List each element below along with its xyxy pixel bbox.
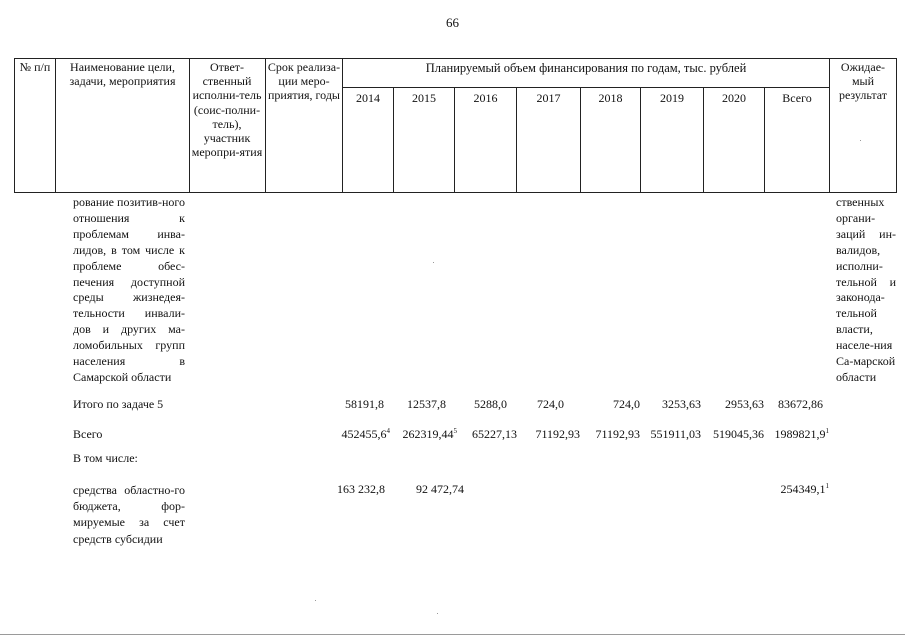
header-year: 2014 [356,91,380,105]
header-responsible: Ответ-ственный исполни-тель (соис-полни-тель), участник меропри-ятия [191,60,263,160]
cell-value: 71192,93 [535,427,580,441]
cell-value: 92 472,74 [416,482,464,496]
cell-value: 724,0 [537,397,564,411]
header-year: 2015 [412,91,436,105]
header-term: Срок реализа-ции меро-приятия, годы [267,60,341,103]
cell-value: 724,0 [613,397,640,411]
header-year: 2019 [660,91,684,105]
cell-value: 65227,13 [472,427,517,441]
cell-value: 5288,0 [474,397,507,411]
header-result: Ожидае-мый результат [838,60,888,103]
page-number: 66 [446,15,459,30]
header-year: 2016 [473,91,498,105]
header-year: 2020 [722,91,746,105]
cell-value: 254349,1$^1$ [780,482,829,496]
cell-value: 3253,63 [662,397,701,411]
header-year: 2018 [598,91,623,105]
cell-value: 2953,63 [725,397,764,411]
cell-value: 71192,93 [595,427,640,441]
row-label-including: В том числе: [73,451,138,465]
cell-value: 1989821,9$^1$ [774,427,829,441]
header-year-total: Всего [782,91,812,105]
row-label: Всего [73,427,103,441]
header-year: 2017 [536,91,561,105]
measure-description: рование позитив-ного отношения к проблемам инва-лидов, в том числе к проблеме обес-печения доступной среды жизнедея-тельности инвали-дов и других ма-ломобильных групп населения в Самарской области [73,195,185,384]
cell-value: 58191,8 [345,397,384,411]
cell-value: 83672,86 [778,397,823,411]
header-number: № п/п [19,60,51,74]
header-financing: Планируемый объем финансирования по годам, тыс. рублей [425,61,747,75]
row-label: средства областно-го бюджета, фор-мируемые за счет средств субсидии [73,483,185,546]
cell-value: 452455,6$^4$ [341,427,390,441]
cell-value: 163 232,8 [337,482,385,496]
cell-value: 262319,44$^5$ [402,427,457,441]
expected-result: ственных органи-заций ин-валидов, исполни-тельной и законода-тельной власти, населе-ния Са-марской области [836,195,896,384]
header-name: Наименование цели, задачи, мероприятия [69,60,176,89]
cell-value: 519045,36 [713,427,764,441]
cell-value: 551911,03 [650,427,701,441]
cell-value: 12537,8 [407,397,446,411]
bottom-scan-edge [0,634,905,635]
row-label: Итого по задаче 5 [73,397,164,411]
